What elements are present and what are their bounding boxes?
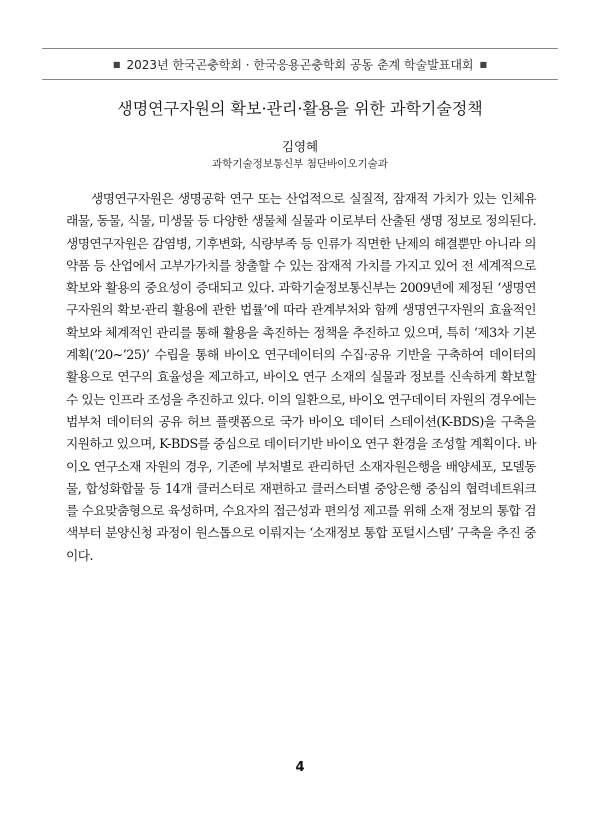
square-bullet-icon: ■ — [112, 59, 121, 69]
paper-title: 생명연구자원의 확보·관리·활용을 위한 과학기술정책 — [117, 99, 483, 118]
author-name: 김영혜 — [281, 139, 319, 154]
square-bullet-icon: ■ — [479, 59, 488, 69]
conference-title: 2023년 한국곤충학회 · 한국응용곤충학회 공동 춘계 학술발표대회 — [126, 57, 474, 72]
conference-header — [42, 48, 558, 80]
author-affiliation: 과학기술정보통신부 첨단바이오기술과 — [212, 158, 388, 170]
page-number: 4 — [295, 760, 305, 775]
abstract-paragraph: 생명연구자원은 생명공학 연구 또는 산업적으로 실질적, 잠재적 가치가 있는 인체유래물, 동물, 식물, 미생물 등 다양한 생물체 실물과 이로부터 산출된 생명 정보로 정의된다. 생명연구자원은 감염병, 기후변화, 식량부족 등 인류가 직면한 난제의 해결뿐만 아니라 의약품 등 산업에서 고부가가치를 창출할 수 있는 잠재적 가치를 가지고 있어 전 세계적으로 확보와 활용의 중요성이 증대되고 있다. 과학기술정보통신부는 2009년에 제정된 ‘생명연구자원의 확보·관리 활용에 관한 법률’에 따라 관계부처와 함께 생명연구자원의 효율적인 확보와 체계적인 관리를 통해 활용을 촉진하는 정책을 추진하고 있으며, 특히 ‘제3차 기본계획(’20~’25)’ 수립을 통해 바이오 연구데이터의 수집·공유 기반을 구축하여 데이터의 활용으로 연구의 효율성을 제고하고, 바이오 연구 소재의 실물과 정보를 신속하게 확보할 수 있는 인프라 조성을 추진하고 있다. 이의 일환으로, 바이오 연구데이터 자원의 경우에는 범부처 데이터의 공유 허브 플랫폼으로 국가 바이오 데이터 스테이션(K-BDS)을 구축을 지원하고 있으며, K-BDS를 중심으로 데이터기반 바이오 연구 환경을 조성할 계획이다. 바이오 연구소재 자원의 경우, 기존에 부처별로 관리하던 소재자원은행을 배양세포, 모델동물, 합성화합물 등 14개 클러스터로 재편하고 클러스터별 중앙은행 중심의 협력네트워크를 수요맞춤형으로 육성하며, 수요자의 접근성과 편의성 제고를 위해 소재 정보의 통합 검색부터 분양신청 과정이 원스톱으로 이뤄지는 ‘소재정보 통합 포털시스템’ 구축을 추진 중이다. — [66, 191, 536, 563]
